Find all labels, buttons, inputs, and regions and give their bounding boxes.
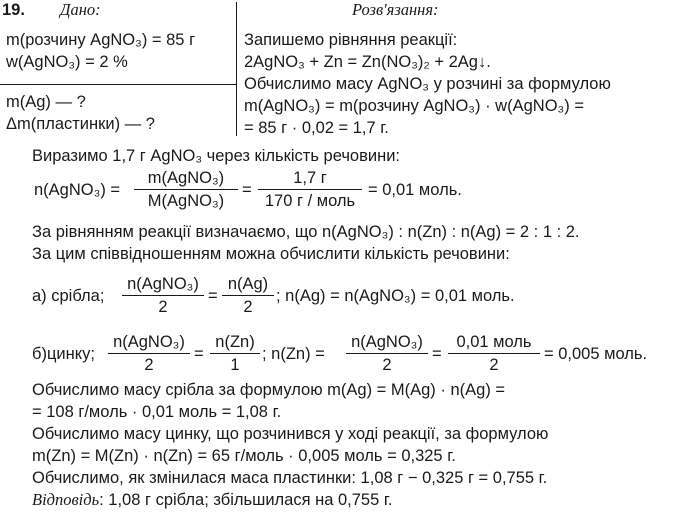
divider-vertical	[236, 2, 237, 136]
zinc-f2-numerator: n(Zn)	[215, 333, 255, 351]
answer-line	[32, 490, 392, 510]
eq1-fraction-1	[134, 168, 238, 211]
eq1-result: = 0,01 моль.	[368, 181, 462, 199]
zinc-result: = 0,005 моль.	[544, 345, 648, 363]
find-line-1: m(Ag) — ?	[6, 93, 86, 111]
silver-f2-numerator: n(Ag)	[227, 275, 269, 293]
silver-equals: =	[208, 287, 218, 305]
silver-label: а) срібла;	[32, 287, 105, 305]
zinc-equals-2: =	[432, 345, 442, 363]
fraction-bar	[346, 353, 428, 354]
zinc-f4-numerator: 0,01 моль	[456, 333, 532, 351]
zinc-fraction-2	[210, 332, 260, 375]
zinc-f2-denominator: 1	[230, 356, 240, 374]
solution-line-1: Запишемо рівняння реакції:	[244, 31, 458, 49]
zinc-f4-denominator: 2	[489, 356, 499, 374]
zinc-f3-denominator: 2	[382, 356, 392, 374]
fraction-bar	[122, 295, 204, 296]
zinc-f1-numerator: n(AgNO₃)	[113, 333, 185, 351]
solution-equation: 2AgNO₃ + Zn = Zn(NO₃)₂ + 2Ag↓.	[244, 53, 491, 71]
fraction-bar	[108, 353, 190, 354]
ratio-line-1: За рівнянням реакції визначаємо, що n(AgNO₃) : n(Zn) : n(Ag) = 2 : 1 : 2.	[32, 223, 580, 241]
zinc-mid: ; n(Zn) =	[262, 345, 325, 363]
given-line-2: w(AgNO₃) = 2 %	[6, 53, 128, 71]
eq1-fraction-2	[258, 168, 362, 211]
zinc-fraction-1	[108, 332, 190, 375]
fraction-bar	[210, 353, 260, 354]
silver-fraction-1	[122, 274, 204, 317]
silver-mass-line-1: Обчислимо масу срібла за формулою m(Ag) = M(Ag) · n(Ag) =	[32, 381, 506, 399]
given-heading: Дано:	[60, 0, 101, 19]
zinc-fraction-4	[448, 332, 540, 375]
eq1-f2-denominator: 170 г / моль	[264, 192, 356, 210]
given-line-1: m(розчину AgNO₃) = 85 г	[6, 31, 196, 49]
fraction-bar	[258, 189, 362, 190]
zinc-fraction-3	[346, 332, 428, 375]
silver-mass-line-2: = 108 г/моль · 0,01 моль = 1,08 г.	[32, 403, 282, 421]
eq1-f2-numerator: 1,7 г	[293, 169, 327, 187]
zinc-f3-numerator: n(AgNO₃)	[351, 333, 423, 351]
silver-tail: ; n(Ag) = n(AgNO₃) = 0,01 моль.	[276, 287, 515, 305]
express-line: Виразимо 1,7 г AgNO₃ через кількість речовини:	[32, 147, 401, 165]
solution-line-3: Обчислимо масу AgNO₃ у розчині за формулою	[244, 75, 611, 93]
divider-horizontal	[0, 84, 236, 85]
eq1-f1-numerator: m(AgNO₃)	[147, 169, 225, 187]
delta-line: Обчислимо, як змінилася маса пластинки: 1,08 г − 0,325 г = 0,755 г.	[32, 469, 548, 487]
answer-text: : 1,08 г срібла; збільшилася на 0,755 г.	[99, 491, 393, 509]
zinc-mass-line-1: Обчислимо масу цинку, що розчинився у ході реакції, за формулою	[32, 425, 549, 443]
solution-line-5: = 85 г · 0,02 = 1,7 г.	[244, 119, 389, 137]
answer-label: Відповідь	[32, 490, 100, 509]
zinc-mass-line-2: m(Zn) = M(Zn) · n(Zn) = 65 г/моль · 0,005 моль = 0,325 г.	[32, 447, 456, 465]
find-line-2: Δm(пластинки) — ?	[6, 115, 155, 133]
fraction-bar	[222, 295, 274, 296]
silver-fraction-2	[222, 274, 274, 317]
eq1-f1-denominator: M(AgNO₃)	[147, 192, 225, 210]
ratio-line-2: За цим співвідношенням можна обчислити кількість речовини:	[32, 245, 510, 263]
solution-heading: Розв'язання:	[352, 0, 439, 19]
solution-line-4: m(AgNO₃) = m(розчину AgNO₃) · w(AgNO₃) =	[244, 97, 584, 115]
fraction-bar	[448, 353, 540, 354]
zinc-label: б)цинку;	[32, 345, 95, 363]
problem-number: 19.	[2, 1, 25, 19]
fraction-bar	[134, 189, 238, 190]
zinc-equals: =	[194, 345, 204, 363]
eq1-equals: =	[242, 181, 252, 199]
silver-f2-denominator: 2	[243, 298, 253, 316]
eq1-lhs: n(AgNO₃) =	[34, 181, 121, 199]
zinc-f1-denominator: 2	[144, 356, 154, 374]
silver-f1-numerator: n(AgNO₃)	[127, 275, 199, 293]
silver-f1-denominator: 2	[158, 298, 168, 316]
